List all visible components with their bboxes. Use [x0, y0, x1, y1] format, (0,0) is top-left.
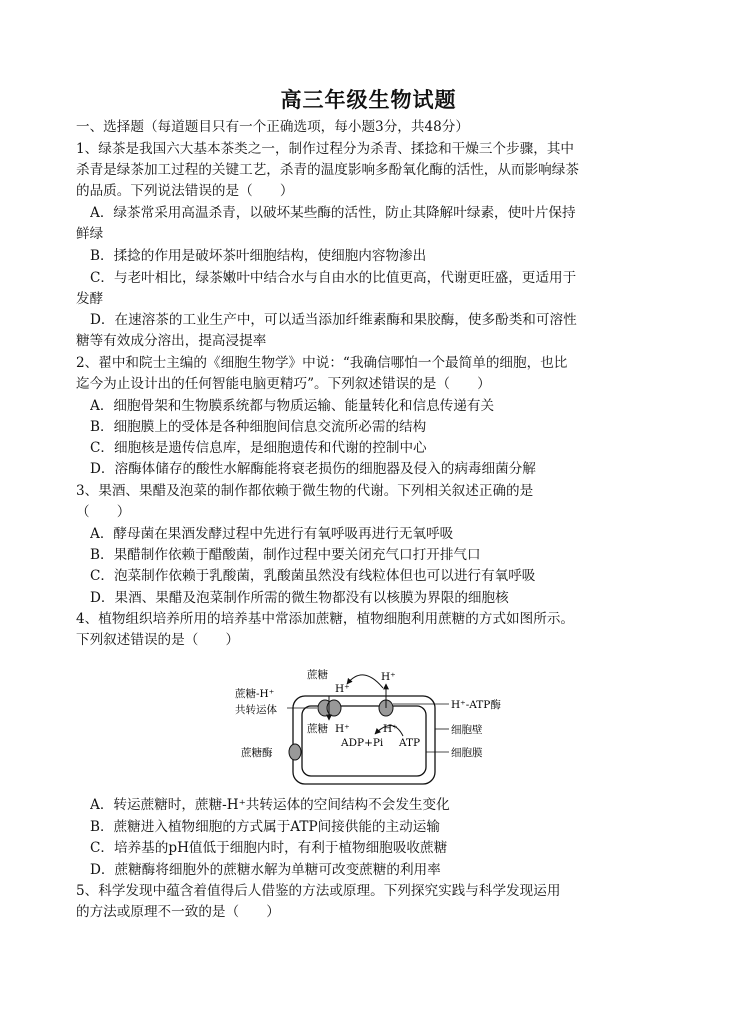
q1-stem-line-1: 1、绿茶是我国六大基本茶类之一，制作过程分为杀青、揉捻和干燥三个步骤，其中: [76, 141, 575, 157]
q1-option-d-cont: 糖等有效成分溶出，提高浸提率: [76, 333, 267, 349]
atp-label: ATP: [399, 737, 421, 749]
sucrose-outside-label: 蔗糖: [307, 669, 328, 681]
h-inside-label-2: H⁺: [383, 723, 398, 735]
q5-stem-line-2: 的方法或原理不一致的是（ ）: [76, 904, 280, 920]
cotransporter-label-2: 共转运体: [235, 704, 277, 716]
q3-stem-line-1: 3、果酒、果醋及泡菜的制作都依赖于微生物的代谢。下列相关叙述正确的是: [76, 483, 534, 499]
q1-option-d: D．在速溶茶的工业生产中，可以适当添加纤维素酶和果胶酶，使多酚类和可溶性: [90, 312, 577, 328]
q3-option-d: D．果酒、果醋及泡菜制作所需的微生物都没有以核膜为界限的细胞核: [90, 590, 509, 606]
q1-option-c-cont: 发酵: [76, 291, 104, 307]
sucrase-label: 蔗糖酶: [241, 747, 273, 759]
q2-stem-line-1: 2、翟中和院士主编的《细胞生物学》中说：“我确信哪怕一个最简单的细胞，也比: [76, 355, 568, 371]
q4-option-d: D．蔗糖酶将细胞外的蔗糖水解为单糖可改变蔗糖的利用率: [90, 862, 441, 878]
q1-option-a-cont: 鲜绿: [76, 226, 104, 242]
q4-stem-line-2: 下列叙述错误的是（ ）: [76, 632, 240, 648]
sucrose-inside-label: 蔗糖: [307, 723, 328, 735]
q1-option-a: A．绿茶常采用高温杀青，以破坏某些酶的活性，防止其降解叶绿素，使叶片保持: [90, 205, 576, 221]
sucrase-protein: [289, 744, 301, 760]
sucrose-transport-figure: [225, 656, 525, 791]
q1-option-b: B．揉捻的作用是破坏茶叶细胞结构，使细胞内容物渗出: [90, 248, 427, 264]
q3-stem-line-2: （ ）: [76, 504, 131, 520]
q4-option-a: A．转运蔗糖时，蔗糖-H⁺共转运体的空间结构不会发生变化: [90, 797, 450, 813]
q4-option-c: C．培养基的pH值低于细胞内时，有利于植物细胞吸收蔗糖: [90, 840, 448, 856]
h-pump-outside-label: H⁺: [381, 671, 396, 683]
h-inside-label: H⁺: [335, 723, 350, 735]
q1-stem-line-2: 杀青是绿茶加工过程的关键工艺，杀青的温度影响多酚氧化酶的活性，从而影响绿茶: [76, 162, 579, 178]
membrane-label: 细胞膜: [451, 747, 483, 759]
q1-option-c: C．与老叶相比，绿茶嫩叶中结合水与自由水的比值更高，代谢更旺盛，更适用于: [90, 270, 577, 286]
q3-option-a: A．酵母菌在果酒发酵过程中先进行有氧呼吸再进行无氧呼吸: [90, 526, 454, 542]
q4-option-b: B．蔗糖进入植物细胞的方式属于ATP间接供能的主动运输: [90, 819, 440, 835]
q3-option-b: B．果醋制作依赖于醋酸菌，制作过程中要关闭充气口打开排气口: [90, 547, 481, 563]
section-heading: 一、选择题（每道题目只有一个正确选项，每小题3分，共48分）: [76, 119, 469, 135]
page-title: 高三年级生物试题: [280, 88, 457, 112]
q1-stem-line-3: 的品质。下列说法错误的是（ ）: [76, 183, 294, 199]
h-outside-label: H⁺: [335, 683, 350, 695]
q2-option-d: D．溶酶体储存的酸性水解酶能将衰老损伤的细胞器及侵入的病毒细菌分解: [90, 461, 536, 477]
q3-option-c: C．泡菜制作依赖于乳酸菌，乳酸菌虽然没有线粒体但也可以进行有氧呼吸: [90, 568, 536, 584]
q2-option-c: C．细胞核是遗传信息库，是细胞遗传和代谢的控制中心: [90, 440, 427, 456]
cell-wall-label: 细胞壁: [451, 724, 483, 736]
q5-stem-line-1: 5、科学发现中蕴含着值得后人借鉴的方法或原理。下列探究实践与科学发现运用: [76, 883, 561, 899]
atpase-label: H⁺-ATP酶: [451, 699, 501, 711]
q4-stem-line-1: 4、植物组织培养所用的培养基中常添加蔗糖，植物细胞利用蔗糖的方式如图所示。: [76, 611, 575, 627]
q2-stem-line-2: 迄今为止设计出的任何智能电脑更精巧”。下列叙述错误的是（ ）: [76, 376, 491, 392]
cotransporter-label-1: 蔗糖-H⁺: [235, 688, 275, 700]
q2-option-a: A．细胞骨架和生物膜系统都与物质运输、能量转化和信息传递有关: [90, 398, 495, 414]
h-return-arrow: [347, 675, 383, 688]
adp-pi-label: ADP+Pi: [341, 737, 384, 749]
q2-option-b: B．细胞膜上的受体是各种细胞间信息交流所必需的结构: [90, 419, 427, 435]
